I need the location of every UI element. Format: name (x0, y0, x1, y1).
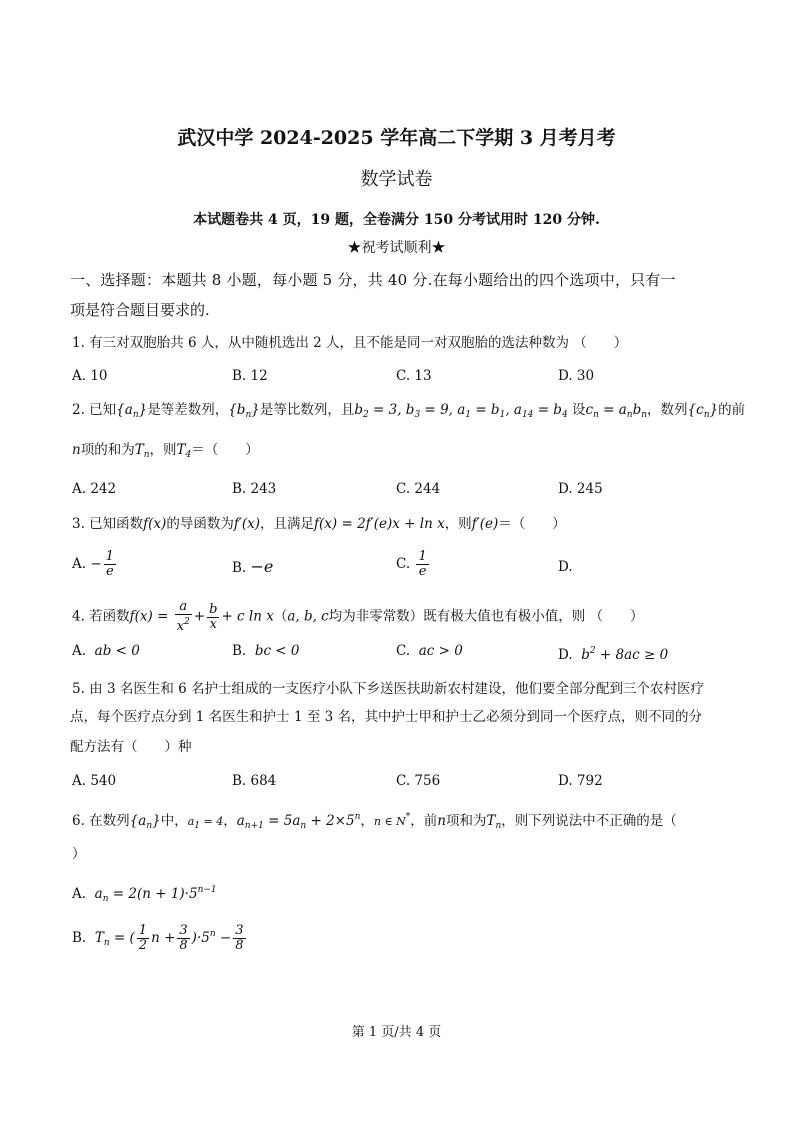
math-cn-def: $c_n = a_nb_n$ (585, 402, 648, 420)
exam-info: 本试题卷共 4 页，19 题，全卷满分 150 分考试用时 120 分钟. (193, 212, 600, 228)
question-4-option-c: C. ac > 0 (396, 643, 463, 659)
exam-title: 武汉中学 2024-2025 学年高二下学期 3 月考月考 (177, 127, 616, 149)
exam-subtitle: 数学试卷 (360, 169, 433, 190)
math-seq-a: $\{a_n\}$ (116, 402, 148, 420)
math-condition: f(x) = 2f′(e)x + ln x (314, 516, 445, 532)
question-3-option-d: D. (558, 559, 573, 575)
section-heading-line2: 项是符合题目要求的. (70, 301, 210, 319)
page-footer: 第 1 页/共 4 页 (351, 1025, 442, 1040)
fraction: $\frac{1}{e}$ (418, 549, 427, 579)
fraction: $\frac{1}{e}$ (105, 549, 114, 579)
question-4-text: 4. 若函数f(x) = $\frac{a}{x^2}$ + $\frac{b}{x}$ + c ln x（a, b, c均为非零常数）既有极大值也有极小值，则 （ ） (72, 599, 644, 634)
question-2-option-b: B. 243 (232, 481, 277, 497)
question-5-line1: 5. 由 3 名医生和 6 名护士组成的一支医疗小队下乡送医扶助新农村建设，他们要全部分配到三个农村医疗 (72, 681, 705, 697)
question-3-option-c: C. $\frac{1}{e}$ (396, 549, 427, 579)
question-3-text: 3. 已知函数f(x)的导函数为f′(x)，且满足f(x) = 2f′(e)x + ln x，则f′(e)＝（ ） (72, 516, 566, 532)
question-6-line2: ） (72, 846, 86, 862)
math-seq-b: $\{b_n\}$ (228, 402, 260, 420)
question-5-option-b: B. 684 (232, 773, 277, 789)
question-2-option-c: C. 244 (396, 481, 441, 497)
question-1-text: 1. 有三对双胞胎共 6 人，从中随机选出 2 人，且不能是同一对双胞胎的选法种数为 （ ） (72, 335, 628, 351)
question-3-option-a: A. − $\frac{1}{e}$ (72, 549, 114, 579)
math-recurrence: $a_{n+1} = 5a_n + 2\times 5^n$ (236, 812, 361, 831)
question-5-option-a: A. 540 (72, 773, 117, 789)
question-1-option-c: C. 13 (396, 368, 432, 384)
exam-wish: ★祝考试顺利★ (347, 240, 446, 256)
question-5-line3: 配方法有（ ）种 (70, 739, 192, 755)
question-2-option-a: A. 242 (72, 481, 117, 497)
question-5-option-d: D. 792 (558, 773, 603, 789)
question-2-option-d: D. 245 (558, 481, 603, 497)
section-heading-line1: 一、选择题：本题共 8 小题，每小题 5 分，共 40 分.在每小题给出的四个选项中，只有一 (70, 271, 676, 289)
question-5-option-c: C. 756 (396, 773, 441, 789)
question-6-option-a: A. $a_n = 2(n + 1)\cdot 5^{n-1}$ (72, 885, 217, 904)
math-function: f(x) = (129, 608, 173, 625)
question-4-option-a: A. ab < 0 (72, 643, 140, 659)
math-seq-c: $\{c_n\}$ (687, 402, 719, 420)
question-4-option-d: D. $b^2 + 8ac \ge 0$ (558, 646, 669, 663)
question-2-line2: n项的和为$T_n$，则$T_4=$（ ） (72, 442, 259, 460)
question-6-option-b: B. $T_n$ = ( $\frac{1}{2}$ n + $\frac{3}{8}$ )$\cdot 5^n$ − $\frac{3}{8}$ (72, 923, 244, 953)
question-2-line1: 2. 已知$\{a_n\}$是等差数列，$\{b_n\}$是等比数列，且$b_2 = 3$, $b_3 = 9$, $a_1 = b_1$, $a_{14} = b_4$ 设$c_n = a_nb_n$，数列$\{c_n\}$的前 (72, 402, 746, 420)
question-1-option-a: A. 10 (72, 368, 108, 384)
question-1-option-d: D. 30 (558, 368, 595, 384)
question-4-option-b: B. bc < 0 (232, 643, 300, 659)
question-3-option-b: B. −e (232, 557, 274, 576)
question-1-option-b: B. 12 (232, 368, 268, 384)
question-5-line2: 点，每个医疗点分到 1 名医生和护士 1 至 3 名，其中护士甲和护士乙必须分到同一个医疗点，则不同的分 (70, 709, 703, 725)
math-conditions: $b_2 = 3$, $b_3 = 9$, $a_1 = b_1$, $a_{14} = b_4$ (354, 402, 568, 420)
question-6-line1: 6. 在数列$\{a_n\}$中，$a_1 = 4$，$a_{n+1} = 5a_n + 2\times 5^n$，n ∈ N*，前n项和为$T_n$，则下列说法中不正确的是（ (72, 812, 677, 831)
